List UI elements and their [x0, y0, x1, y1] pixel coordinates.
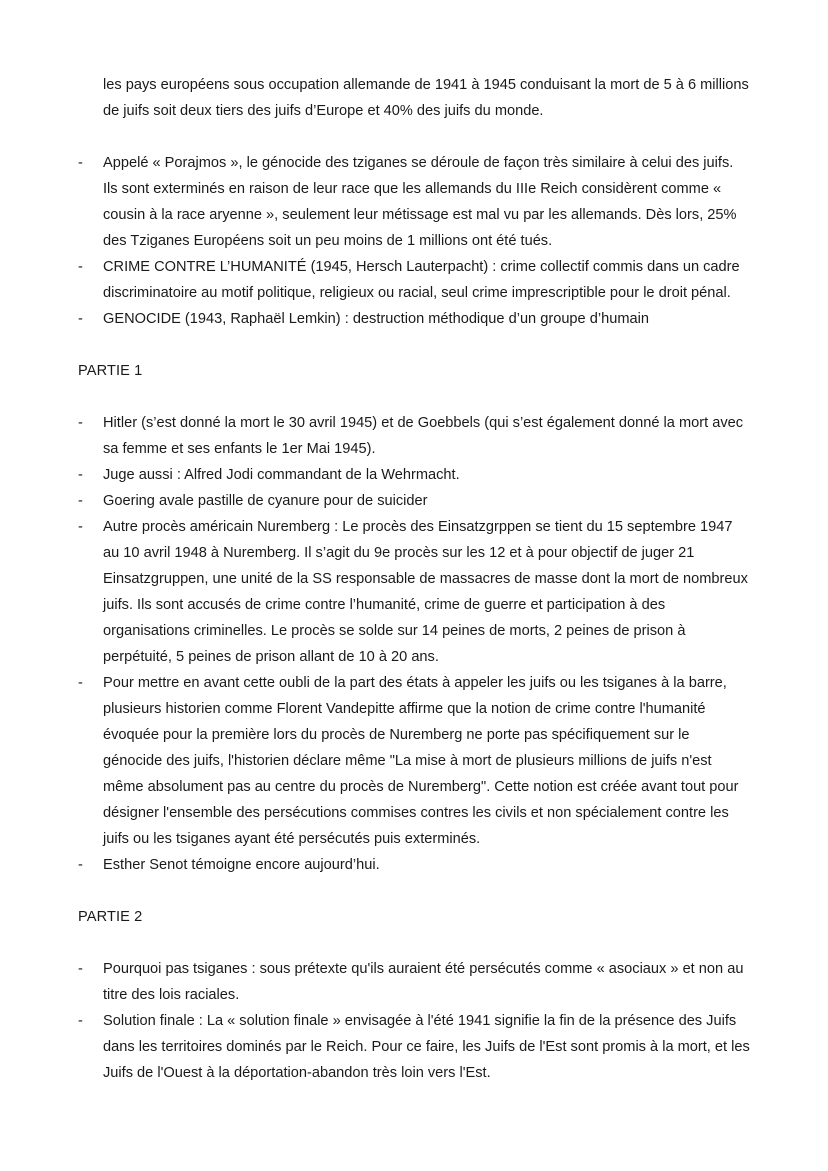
bullet-list-partie-1	[78, 410, 750, 878]
spacer	[78, 124, 750, 150]
list-item-text: Hitler (s’est donné la mort le 30 avril 1945) et de Goebbels (qui s’est également donné la mort avec sa femme et ses enfants le 1er Mai 1945).	[103, 415, 744, 457]
list-item-text: Pourquoi pas tsiganes : sous prétexte qu'ils auraient été persécutés comme « asociaux » et non au titre des lois raciales.	[103, 961, 744, 1003]
list-item	[78, 462, 750, 488]
list-item-text: GENOCIDE (1943, Raphaël Lemkin) : destruction méthodique d’un groupe d’humain	[103, 311, 649, 327]
list-item	[78, 1008, 750, 1086]
document-body	[78, 72, 750, 1086]
list-item-text: CRIME CONTRE L’HUMANITÉ (1945, Hersch Lauterpacht) : crime collectif commis dans un cadre discriminatoire au motif politique, religieux ou racial, seul crime imprescriptible pour le droit pénal.	[103, 259, 740, 301]
list-item-text: Juge aussi : Alfred Jodi commandant de la Wehrmacht.	[103, 467, 460, 483]
list-item-text: Solution finale : La « solution finale » envisagée à l'été 1941 signifie la fin de la présence des Juifs dans les territoires dominés par le Reich. Pour ce faire, les Juifs de l'Est sont promis à la mort, et les Juifs de l'Ouest à la déportation-abandon très loin vers l'Est.	[103, 1013, 750, 1081]
spacer	[78, 930, 750, 956]
spacer	[78, 384, 750, 410]
bullet-list-partie-2	[78, 956, 750, 1086]
bullet-marker-icon: -	[78, 467, 83, 483]
bullet-marker-icon: -	[78, 311, 83, 327]
list-item	[78, 410, 750, 462]
bullet-marker-icon: -	[78, 1013, 83, 1029]
bullet-marker-icon: -	[78, 857, 83, 873]
spacer	[78, 878, 750, 904]
list-item	[78, 852, 750, 878]
list-item	[78, 514, 750, 670]
list-item	[78, 670, 750, 852]
list-item-text: Goering avale pastille de cyanure pour de suicider	[103, 493, 428, 509]
bullet-marker-icon: -	[78, 493, 83, 509]
bullet-marker-icon: -	[78, 961, 83, 977]
spacer	[78, 332, 750, 358]
list-item	[78, 150, 750, 254]
section-heading-partie-1: PARTIE 1	[78, 363, 143, 379]
list-item	[78, 254, 750, 306]
list-item	[78, 306, 750, 332]
list-item-text: Autre procès américain Nuremberg : Le procès des Einsatzgrppen se tient du 15 septembre 1947 au 10 avril 1948 à Nuremberg. Il s’agit du 9e procès sur les 12 et à pour objectif de juger 21 Einsatzgruppen, une unité de la SS responsable de massacres de masse dont la mort de nombreux juifs. Ils sont accusés de crime contre l’humanité, crime de guerre et participation à des organisations criminelles. Le procès se solde sur 14 peines de morts, 2 peines de prison à perpétuité, 5 peines de prison allant de 10 à 20 ans.	[103, 519, 748, 665]
bullet-marker-icon: -	[78, 675, 83, 691]
list-item	[78, 488, 750, 514]
bullet-marker-icon: -	[78, 415, 83, 431]
continuation-paragraph: les pays européens sous occupation allemande de 1941 à 1945 conduisant la mort de 5 à 6 millions de juifs soit deux tiers des juifs d’Europe et 40% des juifs du monde.	[103, 77, 749, 119]
bullet-marker-icon: -	[78, 259, 83, 275]
list-item-text: Esther Senot témoigne encore aujourd’hui.	[103, 857, 380, 873]
list-item-text: Pour mettre en avant cette oubli de la part des états à appeler les juifs ou les tsiganes à la barre, plusieurs historien comme Florent Vandepitte affirme que la notion de crime contre l'humanité évoquée pour la première lors du procès de Nuremberg ne porte pas spécifiquement sur le génocide des juifs, l'historien déclare même "La mise à mort de plusieurs millions de juifs n'est même absolument pas au centre du procès de Nuremberg". Cette notion est créée avant tout pour désigner l'ensemble des persécutions commises contres les civils et non spécialement contre les juifs ou les tsiganes ayant été persécutés puis exterminés.	[103, 675, 739, 847]
bullet-marker-icon: -	[78, 155, 83, 171]
bullet-list-intro	[78, 150, 750, 332]
list-item-text: Appelé « Porajmos », le génocide des tziganes se déroule de façon très similaire à celui des juifs. Ils sont exterminés en raison de leur race que les allemands du IIIe Reich considèrent comme « cousin à la race aryenne », seulement leur métissage est mal vu par les allemands. Dès lors, 25% des Tziganes Européens soit un peu moins de 1 millions ont été tués.	[103, 155, 737, 249]
list-item	[78, 956, 750, 1008]
section-heading-partie-2: PARTIE 2	[78, 909, 143, 925]
bullet-marker-icon: -	[78, 519, 83, 535]
